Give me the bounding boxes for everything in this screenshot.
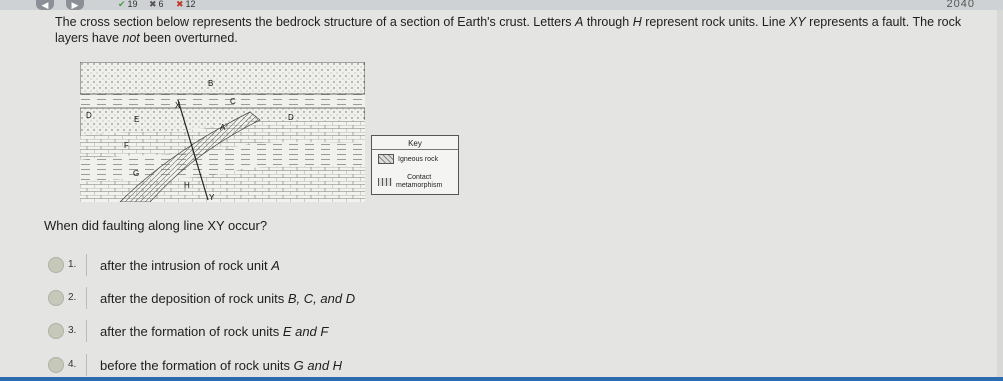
bottom-progress-line <box>0 377 1003 381</box>
option-text: after the deposition of rock units B, C, and D <box>100 291 356 306</box>
key-contact-row: Contact metamorphism <box>378 174 442 190</box>
radio-button[interactable] <box>48 323 64 339</box>
layer-c <box>80 94 365 108</box>
back-nav-button[interactable] <box>36 0 54 10</box>
label-y: Y <box>209 193 215 202</box>
question-prompt: The cross section below represents the bedrock structure of a section of Earth's crust. Letters A through H represent rock units. Line XY represents a fault. The rock layers have not been overturned. <box>55 15 962 45</box>
option-number: 2. <box>68 292 77 303</box>
key-title: Key <box>408 139 422 148</box>
contact-metamorphism-swatch-icon <box>378 178 392 186</box>
divider <box>86 354 87 376</box>
question-text: When did faulting along line XY occur? <box>44 218 268 233</box>
key-igneous-row: Igneous rock <box>378 154 438 164</box>
label-d-left: D <box>86 111 92 120</box>
label-f: F <box>124 141 129 150</box>
correct-count: ✔ 19 <box>118 0 138 9</box>
label-x: X <box>175 101 181 110</box>
label-b: B <box>208 79 214 88</box>
x-count: ✖ 12 <box>176 0 196 9</box>
radio-button[interactable] <box>48 257 64 273</box>
forward-nav-button[interactable] <box>66 0 84 10</box>
radio-button[interactable] <box>48 357 64 373</box>
label-h: H <box>184 181 190 190</box>
label-a: A <box>220 123 226 132</box>
key-divider <box>372 149 458 150</box>
forward-arrow-icon: ▶ <box>71 0 79 10</box>
cross-section-diagram <box>80 62 365 202</box>
label-c: C <box>230 97 236 106</box>
option-text: after the intrusion of rock unit A <box>100 258 280 273</box>
divider <box>86 287 87 309</box>
divider <box>86 254 87 276</box>
option-text: before the formation of rock units G and H <box>100 358 343 373</box>
divider <box>86 320 87 342</box>
layer-b <box>80 62 365 94</box>
x-icon: ✖ <box>176 0 184 9</box>
label-d-right: D <box>288 113 294 122</box>
checkmark-icon: ✔ <box>118 0 126 9</box>
igneous-swatch-icon <box>378 154 394 164</box>
wrong-count: ✖ 6 <box>149 0 164 9</box>
radio-button[interactable] <box>48 290 64 306</box>
option-number: 1. <box>68 259 77 270</box>
back-arrow-icon: ◀ <box>41 0 49 10</box>
diagram-key <box>371 135 459 195</box>
cross-small-icon: ✖ <box>149 0 157 9</box>
label-g: G <box>133 169 140 178</box>
option-number: 4. <box>68 359 77 370</box>
timer-readout: 2040 <box>946 0 975 10</box>
scrollbar[interactable] <box>997 10 1003 380</box>
option-number: 3. <box>68 325 77 336</box>
label-e: E <box>134 115 140 124</box>
option-text: after the formation of rock units E and F <box>100 324 329 339</box>
